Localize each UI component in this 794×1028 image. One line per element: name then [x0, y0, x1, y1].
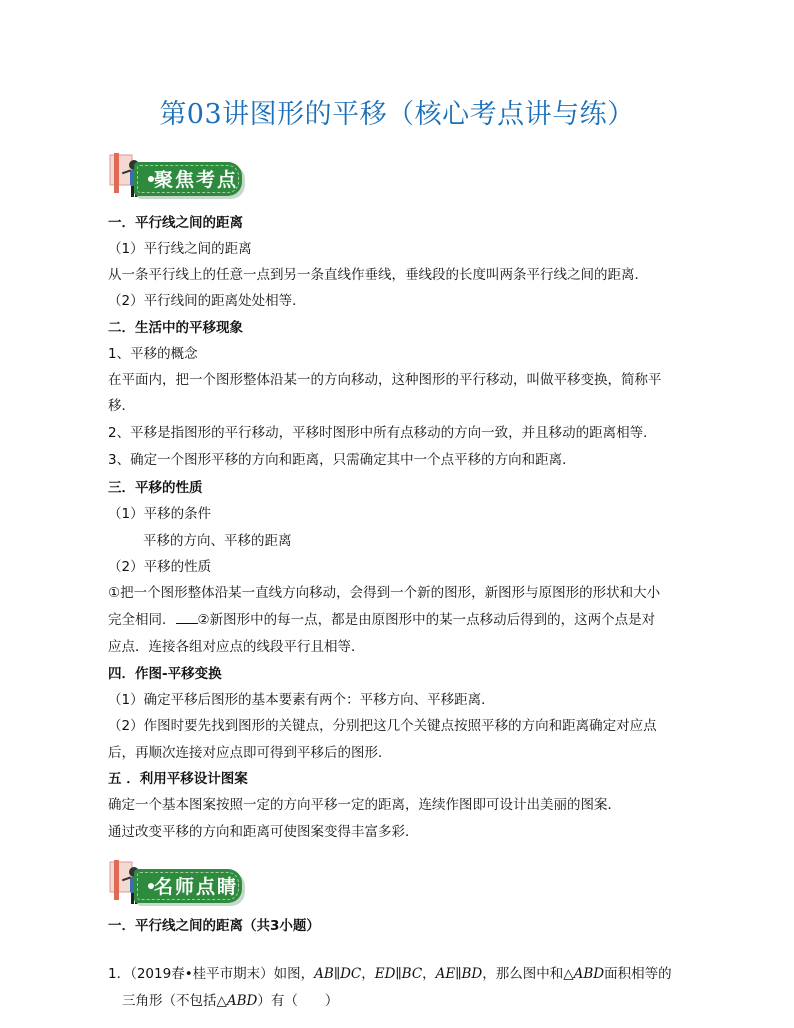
section-banner-focus — [104, 151, 244, 201]
text-line: （1）确定平移后图形的基本要素有两个：平移方向、平移距离． — [108, 692, 495, 708]
section-heading: 一．平行线之间的距离 — [108, 215, 243, 231]
text-line: （1）平行线之间的距离 — [108, 241, 252, 257]
text-line: 在平面内，把一个图形整体沿某一的方向移动，这种图形的平行移动，叫做平移变换，简称平 — [108, 372, 662, 388]
section-banner-tips — [104, 858, 244, 908]
question-number: 1． — [108, 966, 131, 982]
math-expr: ABD — [573, 966, 605, 982]
text-fragment: ②新图形中的每一点，都是由原图形中的某一点移动后得到的，这两个点是对 — [197, 612, 656, 628]
text-line: 1、平移的概念 — [108, 346, 198, 362]
text-line: 通过改变平移的方向和距离可使图案变得丰富多彩． — [108, 824, 419, 840]
math-expr: ED∥BC — [374, 966, 423, 982]
text-line: 应点．连接各组对应点的线段平行且相等． — [108, 639, 365, 655]
text-line: ①把一个图形整体沿某一直线方向移动，会得到一个新的图形，新图形与原图形的形状和大小 — [108, 585, 661, 601]
math-expr: ABD — [226, 993, 258, 1009]
page-title: 第03讲图形的平移（核心考点讲与练） — [159, 99, 635, 130]
text-line: 3、确定一个图形平移的方向和距离，只需确定其中一个点平移的方向和距离． — [108, 452, 576, 468]
text-fragment: 三角形（不包括△ — [122, 993, 227, 1009]
text-line: （1）平移的条件 — [108, 506, 212, 522]
question-line — [122, 991, 338, 1011]
punct: ， — [361, 966, 375, 982]
text-line — [108, 610, 655, 630]
text-fragment: ，那么图中和△ — [482, 966, 574, 982]
text-fragment: 面积相等的 — [604, 966, 672, 982]
text-line: 后，再顺次连接对应点即可得到平移后的图形． — [108, 745, 392, 761]
banner-label: 聚焦考点 — [154, 169, 239, 191]
text-line: 从一条平行线上的任意一点到另一条直线作垂线，垂线段的长度叫两条平行线之间的距离． — [108, 267, 648, 283]
text-line: 平移的方向、平移的距离 — [143, 533, 292, 549]
section-heading: 一．平行线之间的距离（共3小题） — [108, 918, 320, 934]
text-line: 移． — [108, 398, 135, 414]
math-expr: AE∥BD — [435, 966, 483, 982]
text-line: （2）平移的性质 — [108, 559, 212, 575]
text-line: （2）平行线间的距离处处相等． — [108, 293, 306, 309]
section-heading: 四．作图-平移变换 — [108, 666, 222, 682]
section-heading: 二．生活中的平移现象 — [108, 320, 243, 336]
text-line: 确定一个基本图案按照一定的方向平移一定的距离，连续作图即可设计出美丽的图案． — [108, 797, 621, 813]
section-heading: 三．平移的性质 — [108, 480, 203, 496]
text-fragment: 完全相同． — [108, 612, 176, 628]
text-line: 2、平移是指图形的平行移动，平移时图形中所有点移动的方向一致，并且移动的距离相等． — [108, 425, 657, 441]
text-line: （2）作图时要先找到图形的关键点，分别把这几个关键点按照平移的方向和距离确定对应点 — [108, 718, 657, 734]
section-heading: 五 ．利用平移设计图案 — [108, 771, 248, 787]
question-line — [108, 964, 672, 984]
text-fragment: ）有（ ） — [257, 993, 339, 1009]
question-source: （2019春•桂平市期末）如图， — [130, 966, 315, 982]
punct: ， — [422, 966, 436, 982]
math-expr: AB∥DC — [314, 966, 362, 982]
fill-blank — [176, 610, 198, 624]
banner-label: 名师点睛 — [154, 876, 239, 898]
